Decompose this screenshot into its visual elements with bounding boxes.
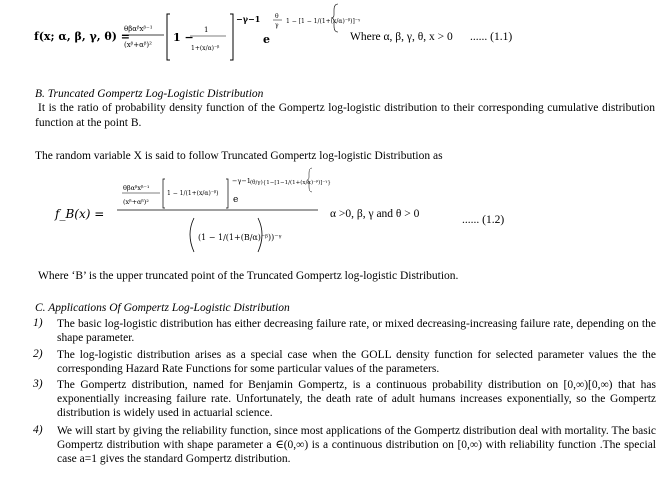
eq12-inner-bracket: 1 − 1/(1+(x/α)⁻ᵝ) [167,190,219,197]
eq11-exp-theta: θ [275,13,279,20]
eq12-num-top: θβαᵝxᵝ⁻¹ [123,184,150,192]
eq11-denominator: (xᵝ+αᵝ)² [124,41,152,49]
eq12-e: e [233,195,239,205]
list-item-number: 3) [33,378,43,390]
list-item-text: We will start by giving the reliability function, since most applications of the Gompertz distribution deal with mortality. The basic Gompertz distribution with shape parameter a ∈(0,∞) is a continuous distribution on [0,∞) with reliability function .The special case a=1 gives the standard Gompertz distribution. [57,425,656,465]
list-item [33,348,656,376]
list-item [33,317,656,345]
list-item-text: The Gompertz distribution, named for Benjamin Gompertz, is a continuous probability distribution on [0,∞)[0,∞) that has exponentially increasing failure rate. Unfortunately, the death rate of adult humans increases exponentially, so the Gompertz distribution is widely used in actuarial science. [57,379,656,419]
eq11-bracket-frac-den: 1+(x/α)⁻ᵝ [191,45,220,52]
equation-1-1 [0,0,671,70]
section-b-para1: It is the ratio of probability density function of the Gompertz log-logistic distribution to their corresponding cumulative distribution function at the point B. [35,102,655,129]
eq11-exp-gamma: γ [275,22,279,29]
eq12-num-bot: (xᵝ+αᵝ)² [123,198,149,206]
section-c-heading: C. Applications Of Gompertz Log-Logistic Distribution [35,302,290,314]
eq11-numerator: θβαᵝxᵝ⁻¹ [124,25,153,33]
eq12-den: (1 − 1/(1+(B/α)⁻ᵝ))⁻ᵞ [198,233,282,242]
list-item-number: 4) [33,424,43,436]
eq11-exp-inner: 1 − [1 − 1/(1+(x/α)⁻ᵝ)]⁻ᵞ [286,18,361,25]
list-item-text: The log-logistic distribution arises as a special case when the GOLL density function for selected parameter values the the corresponding Hazard Rate Functions for some particular values of the parameters. [57,349,656,375]
eq12-condition: α >0, β, γ and θ > 0 [330,208,420,220]
eq12-label: ...... (1.2) [462,214,505,226]
eq11-label: ...... (1.1) [470,31,513,43]
eq11-bracket-one: 1 − [173,31,194,44]
list-item [33,378,656,420]
eq11-bracket-exponent: −γ−1 [236,14,261,24]
section-b-para2: The random variable X is said to follow Truncated Gompertz log-logistic Distribution as [35,150,443,162]
eq11-e: e [263,33,270,46]
list-item-number: 1) [33,317,43,329]
eq12-inner-exp: −γ−1 [232,177,251,185]
eq11-lhs: f(x; α, β, γ, θ) = [34,30,130,43]
section-b-heading: B. Truncated Gompertz Log-Logistic Distribution [35,88,264,100]
where-b-text: Where ‘B’ is the upper truncated point of the Truncated Gompertz log-logistic Distribution. [38,270,459,282]
eq11-bracket-frac-num: 1 [204,26,209,34]
list-item [33,424,656,466]
eq12-e-exp: (θ/γ){1−[1−1/(1+(x/α)⁻ᵝ)]⁻ᵞ} [250,180,331,186]
list-item-number: 2) [33,348,43,360]
eq11-condition: Where α, β, γ, θ, x > 0 [350,31,453,43]
eq12-lhs: f_B(x) = [55,207,105,221]
list-item-text: The basic log-logistic distribution has either decreasing failure rate, or mixed decreasing-increasing failure rate, depending on the shape parameter. [57,318,656,344]
